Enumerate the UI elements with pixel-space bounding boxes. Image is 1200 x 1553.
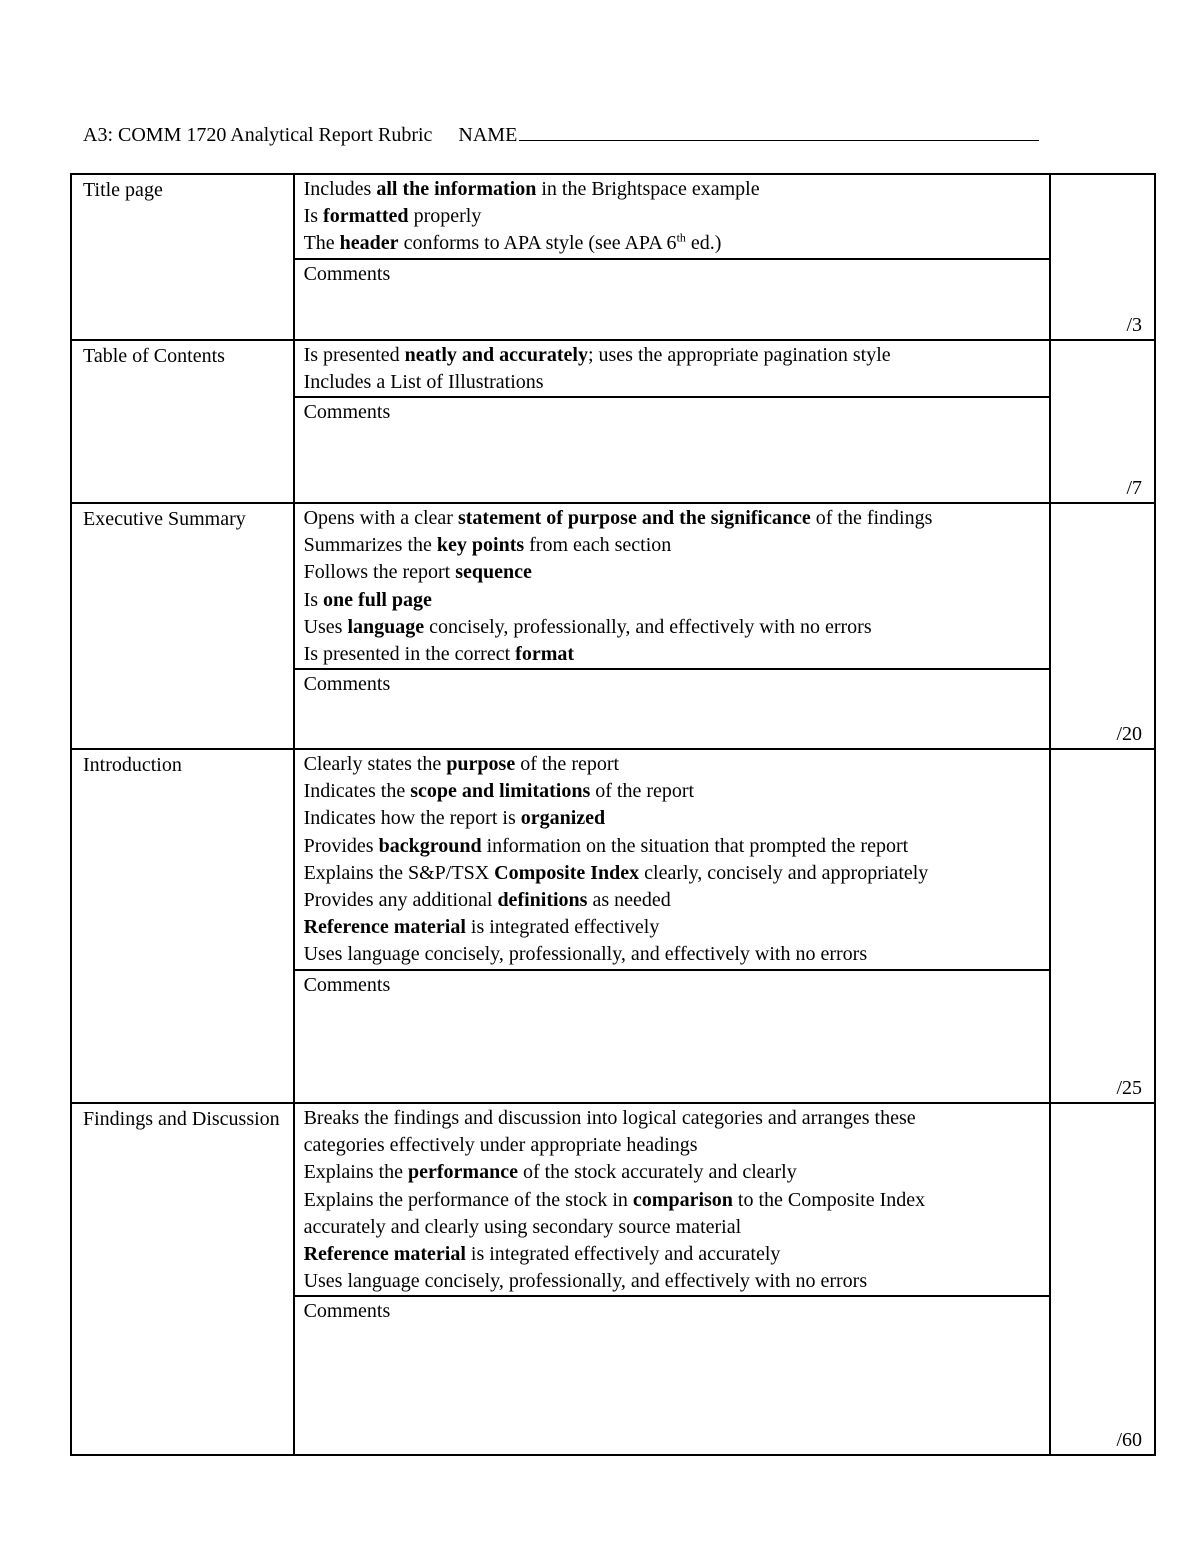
criterion-text: information on the situation that prompted the report [481, 834, 909, 857]
criterion-text: conforms to APA style (see APA 6 [398, 232, 677, 255]
section-label: Introduction [71, 749, 294, 1103]
criterion-emphasis: all the information [376, 178, 537, 200]
criterion-emphasis: key points [436, 534, 525, 557]
criterion-text: is integrated effectively [465, 916, 660, 939]
criterion-text: Provides [303, 834, 379, 857]
section-label: Title page [71, 174, 294, 340]
criterion-text: is integrated effectively and accurately [465, 1243, 781, 1266]
criterion-emphasis: neatly and accurately [404, 344, 588, 366]
criterion-item [304, 1241, 1041, 1268]
criterion-text: ; uses the appropriate pagination style [587, 344, 891, 366]
comments-label: Comments [303, 973, 391, 996]
criterion-item [304, 751, 1041, 778]
criterion-item [304, 805, 1041, 832]
criterion-item [304, 941, 1041, 968]
criterion-emphasis: Composite Index [494, 861, 640, 884]
criterion-text: of the report [515, 753, 620, 775]
section-label: Findings and Discussion [71, 1103, 294, 1455]
criterion-emphasis: format [515, 643, 575, 666]
criterion-text: to the Composite Index [732, 1188, 926, 1211]
criterion-text: Indicates the [303, 780, 411, 803]
criterion-item [304, 505, 1041, 532]
criterion-emphasis: background [378, 834, 482, 857]
criterion-item [304, 1159, 1041, 1186]
criterion-emphasis: formatted [323, 205, 409, 228]
section-label: Table of Contents [71, 340, 294, 503]
score-cell [1050, 174, 1155, 340]
rubric-table [70, 173, 1156, 1456]
score-value: /7 [1126, 476, 1142, 499]
score-cell [1050, 1103, 1155, 1455]
score-cell [1050, 503, 1155, 749]
criterion-text: Uses language concisely, professionally, and effectively with no errors [303, 943, 868, 966]
criterion-emphasis: language [347, 615, 425, 638]
comments-label: Comments [303, 401, 391, 424]
criterion-item [304, 1268, 1041, 1295]
criterion-emphasis: Reference material [303, 1243, 466, 1266]
criterion-text: Clearly states the [303, 753, 447, 775]
rubric-row-executive-summary [71, 503, 1155, 749]
criterion-text: Is [303, 588, 324, 611]
criterion-text: ed.) [685, 232, 722, 255]
criteria-list [295, 341, 1049, 398]
criterion-text: Is [303, 205, 324, 228]
comments-label: Comments [303, 673, 391, 696]
score-value: /20 [1116, 722, 1142, 745]
criterion-text: Explains the [303, 1161, 409, 1184]
criterion-text: concisely, professionally, and effectively with no errors [424, 615, 872, 638]
criterion-item [304, 342, 1041, 369]
score-value: /25 [1116, 1076, 1142, 1099]
criterion-text: from each section [524, 534, 672, 557]
criterion-text: Includes [303, 178, 377, 200]
criterion-text: Uses language concisely, professionally, and effectively with no errors [303, 1270, 868, 1293]
criterion-emphasis: scope and limitations [410, 780, 591, 803]
criteria-cell [294, 340, 1050, 503]
criterion-text: Is presented in the correct [303, 643, 516, 666]
criterion-item [304, 1105, 1041, 1132]
criterion-text: Uses [303, 615, 348, 638]
criterion-item [304, 203, 1041, 230]
criterion-item [304, 614, 1041, 641]
score-value: /60 [1116, 1428, 1142, 1451]
name-label: NAME [458, 124, 518, 146]
criterion-item [304, 1187, 1041, 1214]
criterion-text: Includes a List of Illustrations [303, 371, 544, 394]
score-value: /3 [1126, 313, 1142, 336]
criterion-text: categories effectively under appropriate headings [303, 1134, 698, 1157]
criterion-item [304, 833, 1041, 860]
criterion-item [304, 860, 1041, 887]
criterion-text: th [676, 230, 686, 245]
criterion-text: Indicates how the report is [303, 807, 521, 830]
criterion-item [304, 914, 1041, 941]
criterion-item [304, 641, 1041, 668]
criterion-text: Breaks the findings and discussion into logical categories and arranges these [303, 1107, 916, 1129]
criteria-cell [294, 1103, 1050, 1455]
criterion-emphasis: header [339, 232, 399, 255]
criterion-item [304, 230, 1041, 257]
rubric-title: A3: COMM 1720 Analytical Report Rubric [83, 124, 433, 146]
criterion-text: properly [408, 205, 482, 228]
criterion-text: in the Brightspace example [536, 178, 760, 200]
criterion-emphasis: performance [408, 1161, 518, 1184]
criterion-text: Explains the performance of the stock in [303, 1188, 633, 1211]
criterion-text: The [303, 232, 340, 255]
criterion-text: of the stock accurately and clearly [517, 1161, 797, 1184]
criterion-text: accurately and clearly using secondary source material [303, 1215, 742, 1238]
name-field[interactable] [519, 124, 1039, 141]
criteria-list [295, 750, 1049, 971]
criterion-item [304, 778, 1041, 805]
criterion-item [304, 369, 1041, 396]
criterion-text: Summarizes the [303, 534, 437, 557]
criterion-emphasis: comparison [632, 1188, 733, 1211]
score-cell [1050, 749, 1155, 1103]
criteria-list [295, 175, 1049, 260]
criterion-emphasis: one full page [323, 588, 432, 611]
criterion-text: Opens with a clear [303, 507, 458, 529]
criterion-emphasis: definitions [497, 889, 588, 912]
criterion-item [304, 176, 1041, 203]
criterion-text: clearly, concisely and appropriately [639, 861, 929, 884]
criteria-list [295, 504, 1049, 670]
criterion-text: Provides any additional [303, 889, 498, 912]
criterion-item [304, 1214, 1041, 1241]
comments-label: Comments [303, 262, 391, 285]
criterion-text: Explains the S&P/TSX [303, 861, 495, 884]
page-header [83, 124, 1039, 147]
criterion-emphasis: statement of purpose and the significance [457, 507, 811, 529]
criterion-text: of the findings [810, 507, 933, 529]
criteria-list [295, 1104, 1049, 1297]
criterion-item [304, 887, 1041, 914]
criterion-text: as needed [587, 889, 671, 912]
criteria-cell [294, 503, 1050, 749]
rubric-row-findings-and-discussion [71, 1103, 1155, 1455]
criterion-item [304, 587, 1041, 614]
criterion-text: Follows the report [303, 561, 456, 584]
score-cell [1050, 340, 1155, 503]
section-label: Executive Summary [71, 503, 294, 749]
criteria-cell [294, 749, 1050, 1103]
criterion-emphasis: sequence [455, 561, 532, 584]
criterion-item [304, 559, 1041, 586]
criterion-item [304, 1132, 1041, 1159]
comments-label: Comments [303, 1300, 391, 1323]
criterion-emphasis: purpose [446, 753, 516, 775]
rubric-row-title-page [71, 174, 1155, 340]
criterion-text: of the report [590, 780, 695, 803]
criterion-emphasis: Reference material [303, 916, 466, 939]
criterion-item [304, 532, 1041, 559]
criterion-text: Is presented [303, 344, 405, 366]
rubric-row-introduction [71, 749, 1155, 1103]
criteria-cell [294, 174, 1050, 340]
rubric-row-table-of-contents [71, 340, 1155, 503]
criterion-emphasis: organized [520, 807, 606, 830]
